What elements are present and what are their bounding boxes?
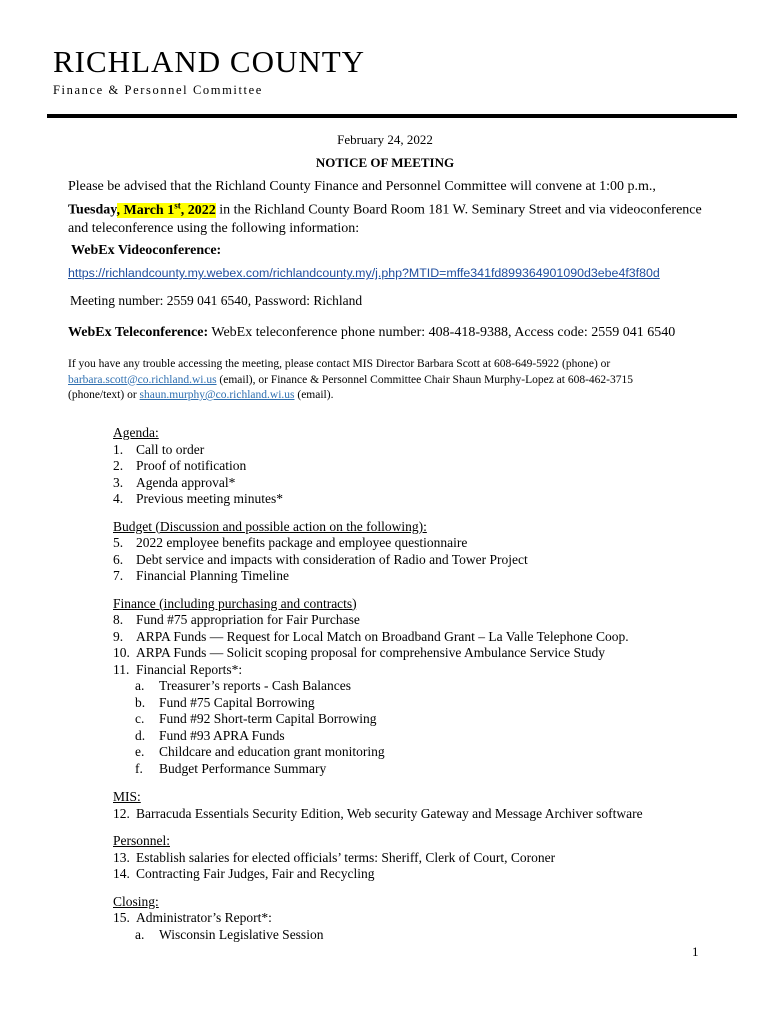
item-number: 2. xyxy=(113,458,124,473)
tele-label: WebEx Teleconference: xyxy=(68,325,209,340)
item-number: c. xyxy=(135,711,145,726)
tele-text: WebEx teleconference phone number: 408-418-9388, Access code: 2559 041 6540 xyxy=(208,325,676,340)
agenda xyxy=(113,425,713,943)
item-number: 6. xyxy=(113,551,124,567)
agenda-items-closing xyxy=(113,910,713,927)
notice-date: February 24, 2022 xyxy=(337,132,433,147)
item-text: Budget Performance Summary xyxy=(159,760,327,776)
item-text: Fund #93 APRA Funds xyxy=(159,727,285,743)
item-text: Previous meeting minutes* xyxy=(136,491,283,506)
support-line-3-pre: (phone/text) or xyxy=(68,389,140,401)
meeting-date-sup: st xyxy=(174,200,181,210)
item-text: Debt service and impacts with consideration of Radio and Tower Project xyxy=(136,551,528,567)
agenda-item xyxy=(113,552,713,569)
item-number: 12. xyxy=(113,805,130,821)
item-text: Fund #92 Short-term Capital Borrowing xyxy=(159,711,377,726)
intro-paragraph xyxy=(68,178,708,238)
item-number: a. xyxy=(135,678,145,693)
agenda-items-personnel xyxy=(113,850,713,883)
item-text: Fund #75 appropriation for Fair Purchase xyxy=(136,612,360,627)
item-text: Wisconsin Legislative Session xyxy=(159,926,324,942)
page-number: 1 xyxy=(692,944,699,959)
agenda-item xyxy=(113,910,713,927)
webex-teleconference-info xyxy=(68,325,675,341)
item-text: Treasurer’s reports - Cash Balances xyxy=(159,678,351,693)
item-text: ARPA Funds — Request for Local Match on Broadband Grant – La Valle Telephone Coop. xyxy=(136,628,629,644)
item-text: Agenda approval* xyxy=(136,474,236,490)
agenda-items-budget xyxy=(113,535,713,585)
agenda-item xyxy=(113,662,713,679)
item-text: Proof of notification xyxy=(136,458,247,473)
support-line-3-post: (email). xyxy=(294,389,334,401)
header-divider xyxy=(47,114,737,118)
administrator-report-subitems xyxy=(113,927,713,944)
item-text: Financial Reports*: xyxy=(136,661,243,677)
item-number: 14. xyxy=(113,866,130,881)
agenda-items-general xyxy=(113,442,713,508)
support-line-3 xyxy=(68,388,633,404)
item-number: e. xyxy=(135,744,145,759)
email-link-barbara[interactable]: barbara.scott@co.richland.wi.us xyxy=(68,373,217,386)
agenda-item xyxy=(113,458,713,475)
item-number: 5. xyxy=(113,535,124,550)
item-text: Barracuda Essentials Security Edition, Web security Gateway and Message Archiver software xyxy=(136,805,643,821)
item-number: 10. xyxy=(113,645,130,660)
item-number: 11. xyxy=(113,661,130,677)
agenda-item xyxy=(113,535,713,552)
item-number: 15. xyxy=(113,910,130,925)
item-text: Childcare and education grant monitoring xyxy=(159,744,385,759)
agenda-subitem xyxy=(113,695,713,712)
agenda-item xyxy=(113,612,713,629)
agenda-item xyxy=(113,850,713,867)
item-text: Establish salaries for elected officials’ terms: Sheriff, Clerk of Court, Coroner xyxy=(136,849,556,865)
support-contact-paragraph xyxy=(68,357,633,404)
agenda-heading: Agenda: xyxy=(113,425,159,440)
item-number: 1. xyxy=(113,441,124,457)
agenda-subitem xyxy=(113,678,713,695)
agenda-subitem xyxy=(113,728,713,745)
agenda-item xyxy=(113,866,713,883)
agenda-subitem xyxy=(113,711,713,728)
item-number: 4. xyxy=(113,491,124,506)
agenda-items-finance xyxy=(113,612,713,678)
agenda-item xyxy=(113,491,713,508)
item-number: d. xyxy=(135,727,146,743)
agenda-subitem xyxy=(113,744,713,761)
item-text: Contracting Fair Judges, Fair and Recycling xyxy=(136,866,375,881)
item-number: 9. xyxy=(113,628,124,644)
meeting-date-pre: , March 1 xyxy=(116,202,175,218)
item-number: a. xyxy=(135,926,145,942)
intro-line-2-rest: in the Richland County Board Room 181 W. Seminary Street and via videoconference xyxy=(215,202,702,218)
item-text: Fund #75 Capital Borrowing xyxy=(159,694,315,710)
intro-line-1: Please be advised that the Richland County Finance and Personnel Committee will convene at 1:00 p.m., xyxy=(68,179,656,194)
support-line-2 xyxy=(68,373,633,389)
agenda-item xyxy=(113,629,713,646)
item-text: ARPA Funds — Solicit scoping proposal for comprehensive Ambulance Service Study xyxy=(136,645,605,660)
meeting-date-highlight xyxy=(116,200,216,218)
agenda-item xyxy=(113,806,713,823)
item-text: 2022 employee benefits package and employee questionnaire xyxy=(136,535,468,550)
item-number: b. xyxy=(135,694,146,710)
item-number: 8. xyxy=(113,612,124,627)
email-link-shaun[interactable]: shaun.murphy@co.richland.wi.us xyxy=(139,389,295,401)
mis-heading: MIS: xyxy=(113,789,141,804)
agenda-item xyxy=(113,475,713,492)
item-number: 13. xyxy=(113,849,130,865)
item-text: Call to order xyxy=(136,441,205,457)
closing-heading: Closing: xyxy=(113,893,159,909)
financial-reports-subitems xyxy=(113,678,713,777)
notice-title: NOTICE OF MEETING xyxy=(315,155,455,170)
meeting-number-info: Meeting number: 2559 041 6540, Password: Richland xyxy=(70,293,363,308)
item-number: 3. xyxy=(113,474,124,490)
agenda-subitem xyxy=(113,927,713,944)
item-text: Financial Planning Timeline xyxy=(136,568,290,583)
item-number: f. xyxy=(135,760,143,776)
intro-line-3: and teleconference using the following information: xyxy=(68,220,360,236)
personnel-heading: Personnel: xyxy=(113,833,170,848)
support-line-2-rest: (email), or Finance & Personnel Committee Chair Shaun Murphy-Lopez at 608-462-3715 xyxy=(216,373,634,386)
budget-heading: Budget (Discussion and possible action on the following): xyxy=(113,518,427,534)
support-line-1: If you have any trouble accessing the meeting, please contact MIS Director Barbara Scott at 608-649-5922 (phone) or xyxy=(68,358,611,370)
meeting-day: Tuesday xyxy=(68,202,117,218)
agenda-item xyxy=(113,442,713,459)
item-number: 7. xyxy=(113,568,124,583)
agenda-item xyxy=(113,645,713,662)
item-text: Administrator’s Report*: xyxy=(136,910,272,925)
agenda-subitem xyxy=(113,761,713,778)
committee-subtitle: Finance & Personnel Committee xyxy=(53,83,263,97)
webex-video-heading: WebEx Videoconference: xyxy=(71,243,222,258)
meeting-date-post: , 2022 xyxy=(180,202,216,218)
finance-heading: Finance (including purchasing and contracts) xyxy=(113,595,357,611)
webex-meeting-link[interactable]: https://richlandcounty.my.webex.com/richlandcounty.my/j.php?MTID=mffe341fd899364901090d3ebe4f3f80d xyxy=(68,266,660,280)
agenda-items-mis xyxy=(113,806,713,823)
intro-line-2 xyxy=(68,196,708,220)
organization-title: RICHLAND COUNTY xyxy=(53,44,366,79)
agenda-item xyxy=(113,568,713,585)
